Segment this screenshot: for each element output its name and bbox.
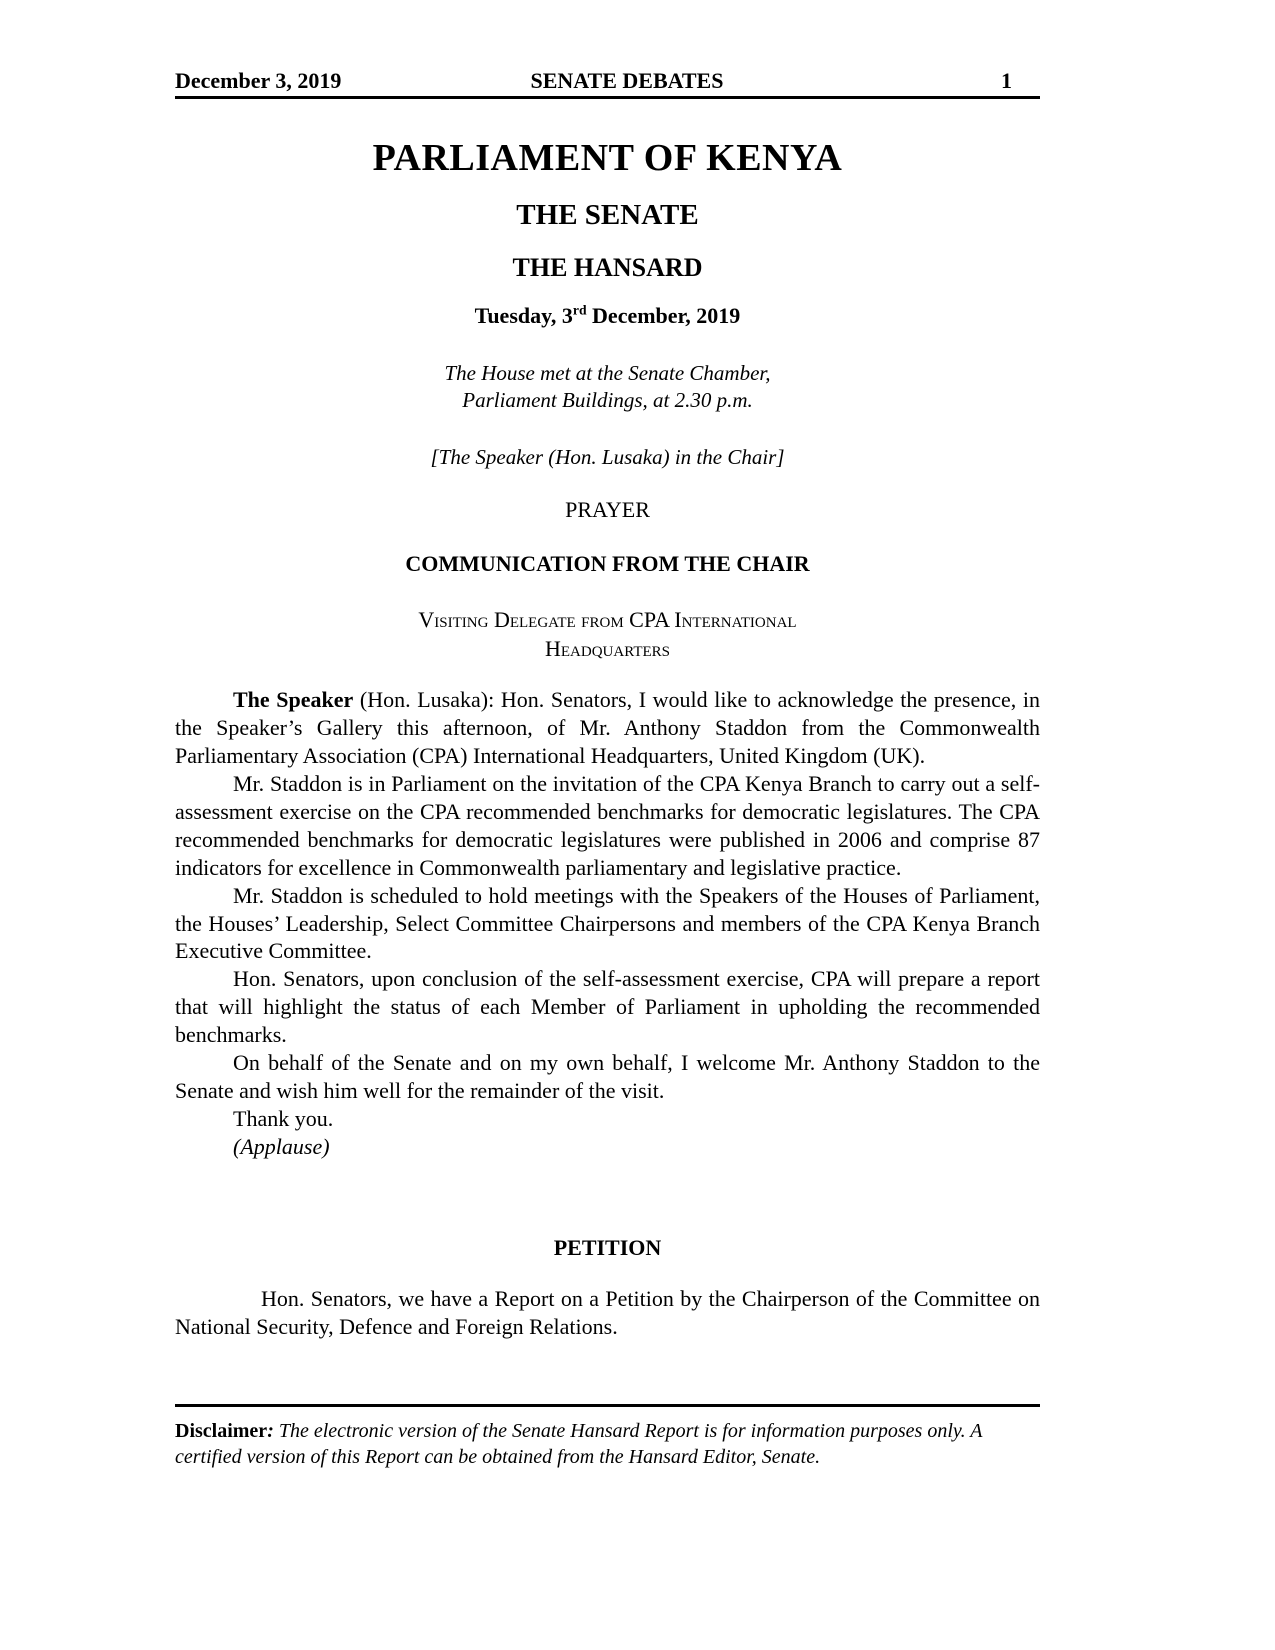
title-block bbox=[175, 138, 1040, 328]
prayer-heading: PRAYER bbox=[565, 497, 650, 522]
header-page-number: 1 bbox=[1001, 68, 1012, 93]
speech-paragraph-1 bbox=[175, 686, 1040, 770]
footer-disclaimer bbox=[175, 1418, 1040, 1470]
hansard-page bbox=[175, 0, 1040, 1650]
house-met-note bbox=[175, 360, 1040, 414]
house-met-line-1: The House met at the Senate Chamber, bbox=[444, 361, 771, 385]
page-running-header bbox=[175, 68, 1040, 99]
header-document-title: SENATE DEBATES bbox=[530, 68, 724, 93]
page-title: PARLIAMENT OF KENYA bbox=[372, 137, 843, 179]
record-title: THE HANSARD bbox=[512, 252, 703, 282]
disclaimer-label: Disclaimer bbox=[175, 1420, 268, 1442]
speech-paragraph-2: Mr. Staddon is in Parliament on the invitation of the CPA Kenya Branch to carry out a self-assessment exercise on the CPA recommended benchmarks for democratic legislatures. The CPA recommended benchmarks for democratic legislatures were published in 2006 and comprise 87 indicators for excellence in Commonwealth parliamentary and legislative practice. bbox=[175, 770, 1040, 880]
petition-body bbox=[175, 1285, 1040, 1341]
section-subheading-line-1: Visiting Delegate from CPA International bbox=[418, 607, 797, 632]
speech-paragraph-3: Mr. Staddon is scheduled to hold meetings with the Speakers of the Houses of Parliament, the Houses’ Leadership, Select Committee Chairpersons and members of the CPA Kenya Branch Executive Committee. bbox=[175, 882, 1040, 964]
speech-paragraph-5: On behalf of the Senate and on my own behalf, I welcome Mr. Anthony Staddon to the Senate and wish him well for the remainder of the visit. bbox=[175, 1050, 1040, 1104]
sitting-date-rest: December, 2019 bbox=[586, 303, 741, 329]
disclaimer-colon: : bbox=[267, 1420, 274, 1442]
petition-paragraph: Hon. Senators, we have a Report on a Petition by the Chairperson of the Committee on National Security, Defence and Foreign Relations. bbox=[175, 1286, 1040, 1339]
section-subheading-line-2: Headquarters bbox=[545, 636, 670, 662]
speaker-label: The Speaker bbox=[233, 687, 354, 712]
house-met-line-2: Parliament Buildings, at 2.30 p.m. bbox=[462, 387, 753, 412]
speech-paragraph-1-text: (Hon. Lusaka): Hon. Senators, I would like to acknowledge the presence, in the Speaker’s Gallery this afternoon, of Mr. Anthony Staddon from the Commonwealth Parliamentary Association (CPA) International Headquarters, United Kingdom (UK). bbox=[175, 687, 1040, 768]
disclaimer-text: The electronic version of the Senate Hansard Report is for information purposes only. A certified version of this Report can be obtained from the Hansard Editor, Senate. bbox=[175, 1420, 983, 1468]
sitting-date-day: Tuesday, 3 bbox=[474, 303, 573, 329]
chair-note: [The Speaker (Hon. Lusaka) in the Chair] bbox=[430, 445, 785, 469]
speech-body bbox=[175, 686, 1040, 1161]
footer-divider bbox=[175, 1404, 1040, 1407]
sitting-date bbox=[175, 304, 1040, 328]
section-heading-petition: PETITION bbox=[553, 1235, 662, 1260]
speech-paragraph-6: Thank you. bbox=[233, 1106, 334, 1132]
house-title: THE SENATE bbox=[516, 198, 699, 231]
speech-paragraph-4: Hon. Senators, upon conclusion of the self-assessment exercise, CPA will prepare a report that will highlight the status of each Member of Parliament in upholding the recommended benchmarks. bbox=[175, 966, 1040, 1048]
section-subheading-visiting-delegate bbox=[175, 605, 1040, 663]
header-date: December 3, 2019 bbox=[175, 68, 342, 93]
applause-note: (Applause) bbox=[233, 1134, 330, 1159]
sitting-date-ordinal: rd bbox=[572, 302, 587, 318]
section-heading-communication: COMMUNICATION FROM THE CHAIR bbox=[405, 551, 810, 576]
